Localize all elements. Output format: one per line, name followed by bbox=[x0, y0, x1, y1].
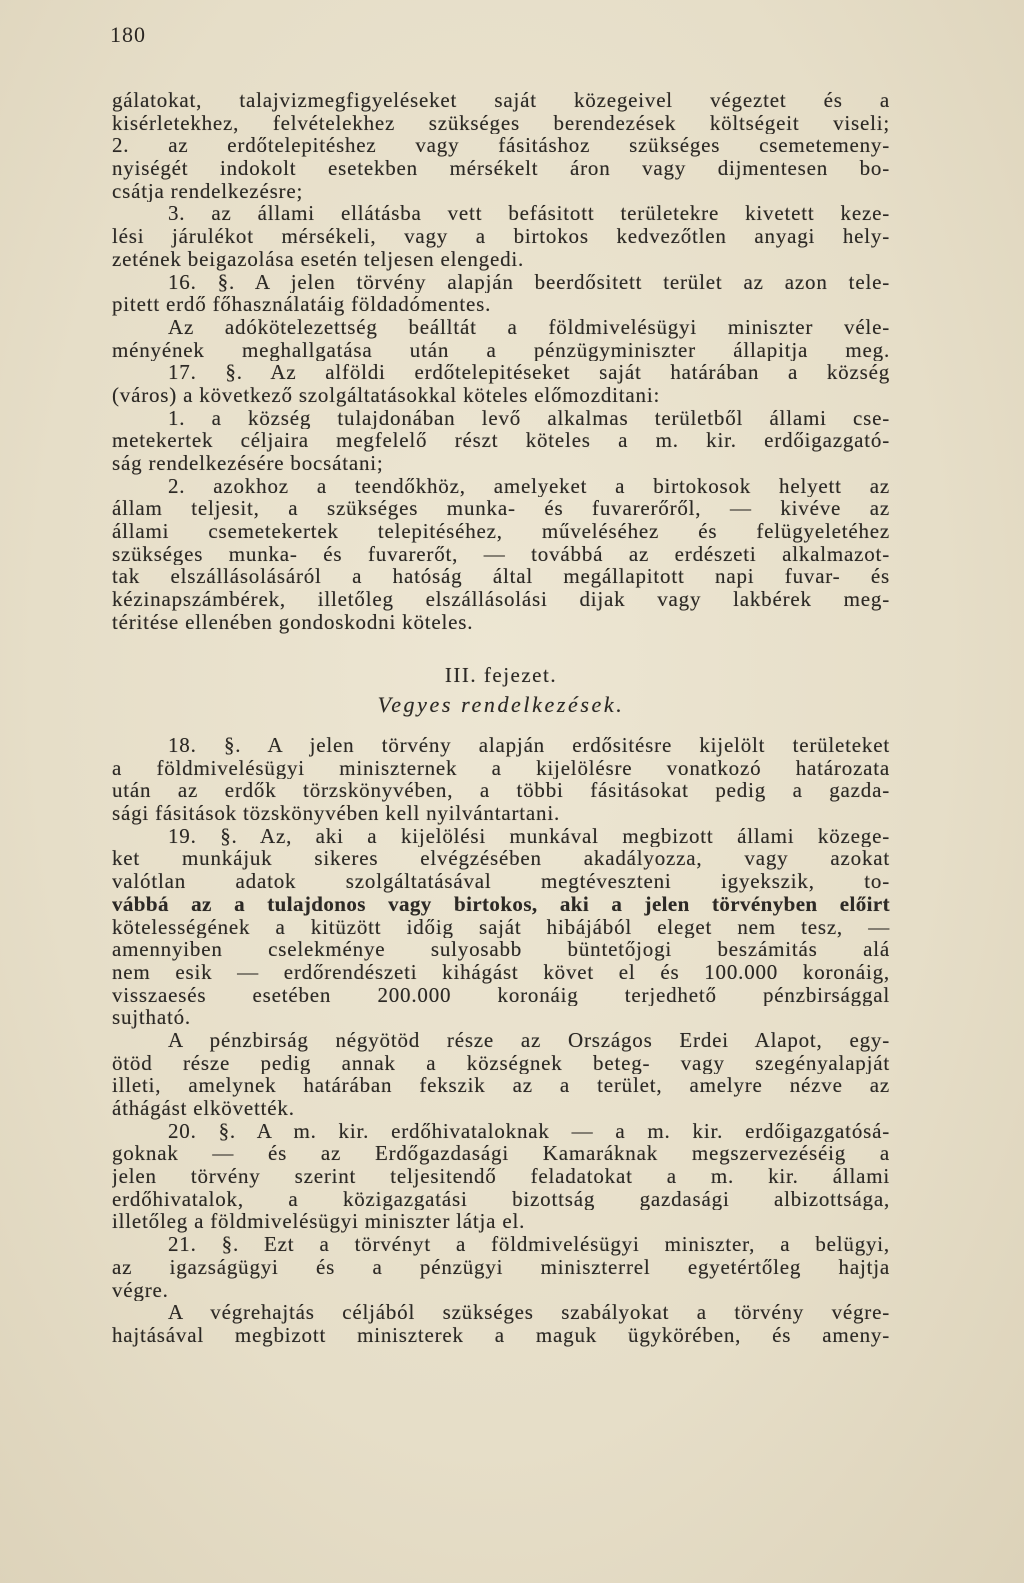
text-line: 20. §. A m. kir. erdőhivataloknak — a m. kir. erdőigazgatósá- bbox=[168, 1119, 890, 1143]
text-line: téritése ellenében gondoskodni köteles. bbox=[112, 610, 474, 634]
text-line: 21. §. Ezt a törvényt a földmivelésügyi miniszter, a belügyi, bbox=[168, 1233, 890, 1256]
text-line: goknak — és az Erdőgazdasági Kamaráknak megszervezéséig a bbox=[112, 1142, 890, 1166]
text-line: pitett erdő főhasználatáig földadómentes. bbox=[112, 293, 492, 316]
text-line: szükséges munka- és fuvarerőt, — továbbá az erdészeti alkalmazot- bbox=[112, 542, 890, 566]
text-line: állam teljesit, a szükséges munka- és fuvarerőről, — kivéve az bbox=[112, 497, 890, 521]
chapter-heading: III. fejezet. bbox=[444, 663, 558, 687]
text-line: ményének meghallgatása után a pénzügyminiszter állapitja meg. bbox=[112, 338, 890, 362]
text-line: zetének beigazolása esetén teljesen elengedi. bbox=[112, 247, 525, 271]
text-line: illetőleg a földmivelésügyi miniszter látja el. bbox=[112, 1210, 526, 1234]
text-line: illeti, amelynek határában fekszik az a terület, amelyre nézve az bbox=[112, 1074, 890, 1097]
text-line: kötelességének a kitüzött időig saját hibájából eleget nem tesz, — bbox=[112, 915, 890, 939]
text-line: sujtható. bbox=[112, 1006, 191, 1029]
text-line: 19. §. Az, aki a kijelölési munkával megbizott állami közege- bbox=[168, 824, 890, 848]
chapter-title: Vegyes rendelkezések. bbox=[377, 692, 625, 717]
text-line: A végrehajtás céljából szükséges szabályokat a törvény végre- bbox=[168, 1301, 890, 1324]
text-line: 18. §. A jelen törvény alapján erdősitésre kijelölt területeket bbox=[168, 734, 890, 757]
text-line: metekertek céljaira megfelelő részt köteles a m. kir. erdőigazgató- bbox=[112, 429, 890, 452]
text-line: lési járulékot mérsékeli, vagy a birtokos kedvezőtlen anyagi hely- bbox=[112, 225, 890, 248]
text-line: hajtásával megbizott miniszterek a maguk ügykörében, és ameny- bbox=[112, 1323, 890, 1347]
text-line: nyiségét indokolt esetekben mérsékelt áron vagy dijmentesen bo- bbox=[112, 157, 890, 180]
text-line: nem esik — erdőrendészeti kihágást követ el és 100.000 koronáig, bbox=[112, 960, 890, 984]
text-line: 3. az állami ellátásba vett befásitott területekre kivetett keze- bbox=[168, 202, 890, 226]
text-section-upper bbox=[112, 89, 890, 634]
text-line: a földmivelésügyi miniszternek a kijelölésre vonatkozó határozata bbox=[112, 756, 890, 780]
text-line: 17. §. Az alföldi erdőtelepitéseket saját határában a község bbox=[168, 361, 890, 384]
text-line: sági fásitások tözskönyvében kell nyilvántartani. bbox=[112, 802, 561, 825]
text-line: jelen törvény szerint teljesitendő feladatokat a m. kir. állami bbox=[112, 1165, 890, 1188]
text-line: tak elszállásolásáról a hatóság által megállapitott napi fuvar- és bbox=[112, 565, 890, 589]
text-line: az igazságügyi és a pénzügyi miniszterrel egyetértőleg hajtja bbox=[112, 1255, 890, 1279]
text-line: kisérletekhez, felvételekhez szükséges berendezések költségeit viseli; bbox=[112, 111, 890, 135]
text-line: visszaesés esetében 200.000 koronáig terjedhető pénzbirsággal bbox=[112, 983, 890, 1007]
text-line: Az adókötelezettség beálltát a földmivelésügyi miniszter véle- bbox=[168, 315, 890, 339]
text-line: után az erdők törzskönyvében, a többi fásitásokat pedig a gazda- bbox=[112, 779, 890, 803]
text-line: valótlan adatok szolgáltatásával megtéveszteni igyekszik, to- bbox=[112, 870, 890, 893]
text-line: állami csemetekertek telepitéséhez, műveléséhez és felügyeletéhez bbox=[112, 520, 890, 543]
text-line: vábbá az a tulajdonos vagy birtokos, aki a jelen törvényben előirt bbox=[112, 892, 890, 916]
text-line: 16. §. A jelen törvény alapján beerdősitett terület az azon tele- bbox=[168, 270, 890, 294]
text-line: 1. a község tulajdonában levő alkalmas területből állami cse- bbox=[168, 406, 890, 430]
text-line: A pénzbirság négyötöd része az Országos Erdei Alapot, egy- bbox=[168, 1028, 890, 1052]
text-line: ket munkájuk sikeres elvégzésében akadályozza, vagy azokat bbox=[112, 847, 890, 871]
text-line: (város) a következő szolgáltatásokkal köteles előmozditani: bbox=[112, 383, 661, 407]
text-line: végre. bbox=[112, 1278, 169, 1302]
page-number: 180 bbox=[110, 22, 146, 47]
text-line: 2. azokhoz a teendőkhöz, amelyeket a birtokosok helyett az bbox=[168, 474, 890, 498]
text-line: ság rendelkezésére bocsátani; bbox=[112, 452, 384, 475]
text-section-lower bbox=[112, 734, 890, 1347]
text-line: gálatokat, talajvizmegfigyeléseket saját közegeivel végeztet és a bbox=[112, 89, 890, 112]
text-line: erdőhivatalok, a közigazgatási bizottság gazdasági albizottsága, bbox=[112, 1187, 890, 1211]
text-line: amennyiben cselekménye sulyosabb büntetőjogi beszámitás alá bbox=[112, 938, 890, 961]
text-line: csátja rendelkezésre; bbox=[112, 179, 304, 203]
text-line: 2. az erdőtelepitéshez vagy fásitáshoz szükséges csemetemeny- bbox=[112, 134, 890, 158]
text-line: kézinapszámbérek, illetőleg elszállásolási dijak vagy lakbérek meg- bbox=[112, 588, 890, 611]
text-line: ötöd része pedig annak a községnek beteg- vagy szegényalapját bbox=[112, 1051, 890, 1075]
text-line: áthágást elkövették. bbox=[112, 1097, 295, 1120]
